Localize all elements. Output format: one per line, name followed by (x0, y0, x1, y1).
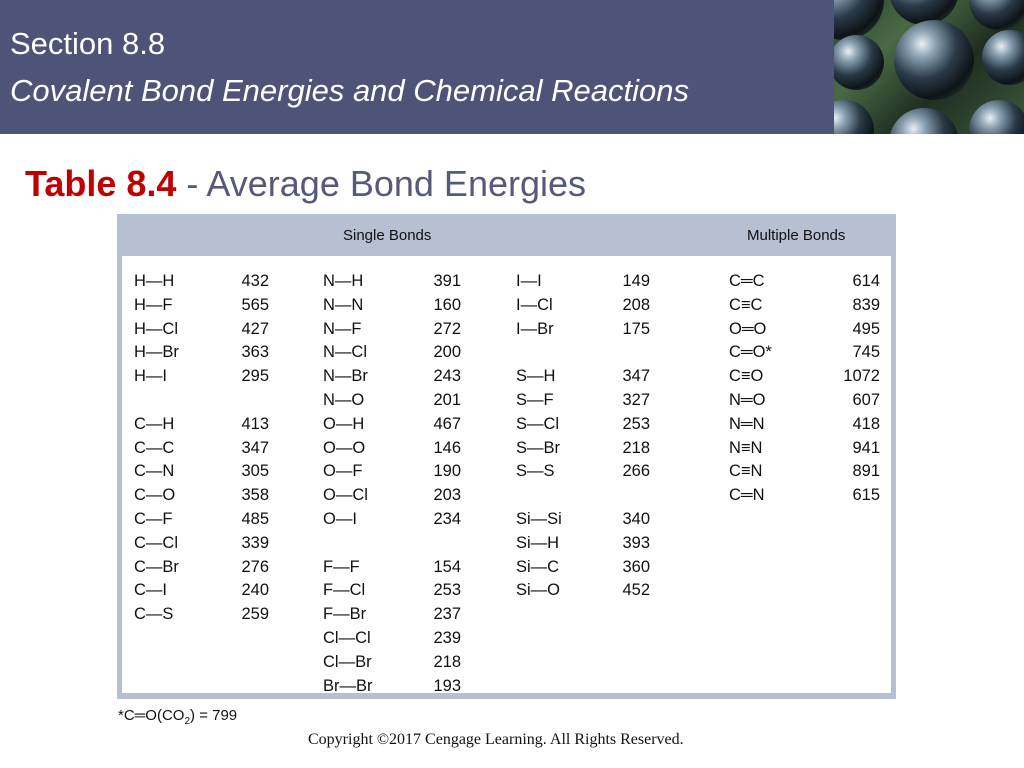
bond-name: I—I (516, 272, 542, 290)
table-row (729, 270, 880, 294)
bond-energy: 615 (852, 486, 880, 505)
bond-name: I—Cl (516, 295, 553, 314)
table-row (323, 389, 461, 413)
bond-name: N═O (729, 390, 766, 409)
bond-name: C—N (134, 462, 175, 481)
bond-energy: 218 (433, 652, 461, 671)
table-row (134, 603, 269, 627)
multiple-bonds-header: Multiple Bonds (747, 227, 846, 244)
bond-name: C≡N (729, 462, 763, 481)
bond-energy: 208 (622, 295, 650, 314)
single-bonds-header: Single Bonds (343, 227, 432, 244)
bond-name: C—S (134, 605, 174, 624)
bond-name: I—Br (516, 319, 554, 338)
bond-energy: 427 (241, 319, 269, 338)
table-row (323, 294, 461, 318)
bond-energy: 418 (852, 414, 880, 433)
bond-name: F—F (323, 557, 360, 576)
table-row (516, 460, 650, 484)
table-row (323, 341, 461, 365)
table-row (729, 341, 880, 365)
bond-name: O—H (323, 414, 365, 433)
bond-name: C═O* (729, 343, 772, 362)
table-row (323, 603, 461, 627)
bond-energy: 363 (241, 343, 269, 362)
bond-name: Si—Si (516, 509, 562, 528)
table-row (134, 365, 269, 389)
table-row (323, 365, 461, 389)
bond-energy: 941 (852, 438, 880, 457)
bond-energy: 243 (433, 367, 461, 386)
bond-energy: 149 (622, 272, 650, 290)
bond-name: Si—O (516, 581, 561, 600)
table-row (516, 389, 650, 413)
bond-energy: 193 (433, 676, 461, 695)
bond-name: O—I (323, 509, 357, 528)
table-number: Table 8.4 (25, 163, 177, 204)
table-row (323, 318, 461, 342)
table-row (134, 484, 269, 508)
bond-name: N—O (323, 390, 365, 409)
section-label: Section 8.8 (10, 26, 166, 61)
bond-energy: 347 (241, 438, 269, 457)
table-row (323, 413, 461, 437)
bond-name: O—Cl (323, 486, 368, 505)
table-row (323, 627, 461, 651)
bond-energy: 201 (433, 390, 461, 409)
bond-energy: 272 (433, 319, 461, 338)
table-row (134, 508, 269, 532)
bond-energy: 190 (433, 462, 461, 481)
bond-energy: 218 (622, 438, 650, 457)
page-title (25, 162, 586, 206)
bond-energy: 253 (433, 581, 461, 600)
table-row (516, 270, 650, 294)
table-row (134, 270, 269, 294)
table-row (516, 579, 650, 603)
bond-energy: 203 (433, 486, 461, 505)
bond-energy: 360 (622, 557, 650, 576)
bond-name: O—O (323, 438, 366, 457)
table-row (516, 294, 650, 318)
bond-energy: 339 (241, 533, 269, 552)
bond-name: F—Br (323, 605, 367, 624)
table-title-text: - Average Bond Energies (176, 163, 587, 204)
table-row (729, 437, 880, 461)
bond-name: S—F (516, 390, 554, 409)
bond-name: C—H (134, 414, 175, 433)
bond-energy: 259 (241, 605, 269, 624)
bond-name: N—Cl (323, 343, 367, 362)
bond-name: C—Br (134, 557, 179, 576)
copyright-notice: Copyright ©2017 Cengage Learning. All Rights Reserved. (308, 731, 684, 748)
bond-energy: 413 (241, 414, 269, 433)
bond-name: N≡N (729, 438, 763, 457)
bond-name: C—Cl (134, 533, 178, 552)
table-row (134, 318, 269, 342)
bond-name: C—C (134, 438, 175, 457)
bond-name: N—H (323, 272, 364, 290)
bond-energy-table (117, 214, 896, 699)
bond-energy: 239 (433, 628, 461, 647)
footnote: $*C═O(CO_2) = 799$ (118, 707, 238, 727)
bond-energy: 146 (433, 438, 461, 457)
bond-energy: 347 (622, 367, 650, 386)
bond-energy: 276 (241, 557, 269, 576)
bond-name: N—N (323, 295, 364, 314)
table-body (122, 256, 891, 693)
bond-name: Cl—Br (323, 652, 372, 671)
bond-name: H—Br (134, 343, 179, 362)
bond-name: N═N (729, 414, 765, 433)
bond-name: C—O (134, 486, 176, 505)
bond-column (516, 270, 650, 603)
table-row (323, 675, 461, 699)
bond-name: C≡O (729, 367, 764, 386)
table-row (134, 389, 269, 413)
table-row (729, 484, 880, 508)
section-subtitle: Covalent Bond Energies and Chemical Reactions (10, 73, 689, 108)
table-row (516, 508, 650, 532)
table-row (323, 532, 461, 556)
table-row (729, 294, 880, 318)
bond-energy: 891 (852, 462, 880, 481)
bond-name: C—I (134, 581, 167, 600)
bond-name: H—H (134, 272, 175, 290)
bond-name: Cl—Cl (323, 628, 371, 647)
bond-energy: 327 (622, 390, 650, 409)
table-row (134, 341, 269, 365)
bond-column (323, 270, 461, 698)
table-row (323, 437, 461, 461)
bond-energy: 160 (433, 295, 461, 314)
table-row (134, 556, 269, 580)
table-row (134, 294, 269, 318)
bond-column (134, 270, 269, 627)
bond-name: S—Cl (516, 414, 560, 433)
bond-energy: 607 (852, 390, 880, 409)
table-row (729, 389, 880, 413)
bond-energy: 432 (241, 272, 269, 290)
table-row (516, 437, 650, 461)
table-row (134, 413, 269, 437)
bond-name: H—I (134, 367, 167, 386)
table-row (729, 460, 880, 484)
table-row (323, 651, 461, 675)
bond-energy: 839 (852, 295, 880, 314)
table-row (134, 579, 269, 603)
bond-energy: 295 (241, 367, 269, 386)
bond-name: Si—C (516, 557, 560, 576)
bond-name: F—Cl (323, 581, 366, 600)
bond-name: C═N (729, 486, 765, 505)
bond-energy: 452 (622, 581, 650, 600)
table-row (516, 318, 650, 342)
table-row (516, 484, 650, 508)
table-row (134, 460, 269, 484)
bond-energy: 745 (852, 343, 880, 362)
table-row (729, 365, 880, 389)
table-row (134, 532, 269, 556)
bond-energy: 467 (433, 414, 461, 433)
bond-name: S—H (516, 367, 556, 386)
bond-column (729, 270, 880, 508)
table-row (323, 460, 461, 484)
bond-name: S—Br (516, 438, 561, 457)
bond-energy: 234 (433, 509, 461, 528)
table-row (516, 365, 650, 389)
bond-name: H—Cl (134, 319, 178, 338)
bond-energy: 305 (241, 462, 269, 481)
bond-energy: 393 (622, 533, 650, 552)
bond-name: C═C (729, 272, 765, 290)
table-row (323, 556, 461, 580)
bond-name: S—S (516, 462, 555, 481)
bond-energy: 154 (433, 557, 461, 576)
bond-energy: 565 (241, 295, 269, 314)
bond-name: N—Br (323, 367, 368, 386)
bond-name: C≡C (729, 295, 763, 314)
bond-energy: 614 (852, 272, 880, 290)
table-row (134, 437, 269, 461)
bond-energy: 175 (622, 319, 650, 338)
bond-name: O—F (323, 462, 363, 481)
table-row (516, 341, 650, 365)
table-row (516, 532, 650, 556)
decorative-spheres-image (834, 0, 1024, 134)
bond-energy: 266 (622, 462, 650, 481)
table-header-bar (117, 214, 896, 256)
table-row (516, 413, 650, 437)
table-row (323, 484, 461, 508)
bond-energy: 485 (241, 509, 269, 528)
bond-energy: 237 (433, 605, 461, 624)
table-row (729, 318, 880, 342)
bond-energy: 391 (433, 272, 461, 290)
table-row (323, 270, 461, 294)
bond-energy: 358 (241, 486, 269, 505)
bond-name: C—F (134, 509, 173, 528)
slide-header (0, 0, 1024, 134)
bond-energy: 495 (852, 319, 880, 338)
bond-name: N—F (323, 319, 362, 338)
bond-energy: 200 (433, 343, 461, 362)
bond-energy: 240 (241, 581, 269, 600)
bond-name: H—F (134, 295, 173, 314)
bond-energy: 340 (622, 509, 650, 528)
table-row (323, 579, 461, 603)
bond-name: Br—Br (323, 676, 373, 695)
table-row (323, 508, 461, 532)
bond-name: Si—H (516, 533, 560, 552)
table-row (729, 413, 880, 437)
table-row (516, 556, 650, 580)
bond-name: O═O (729, 319, 767, 338)
bond-energy: 1072 (843, 367, 880, 386)
bond-energy: 253 (622, 414, 650, 433)
